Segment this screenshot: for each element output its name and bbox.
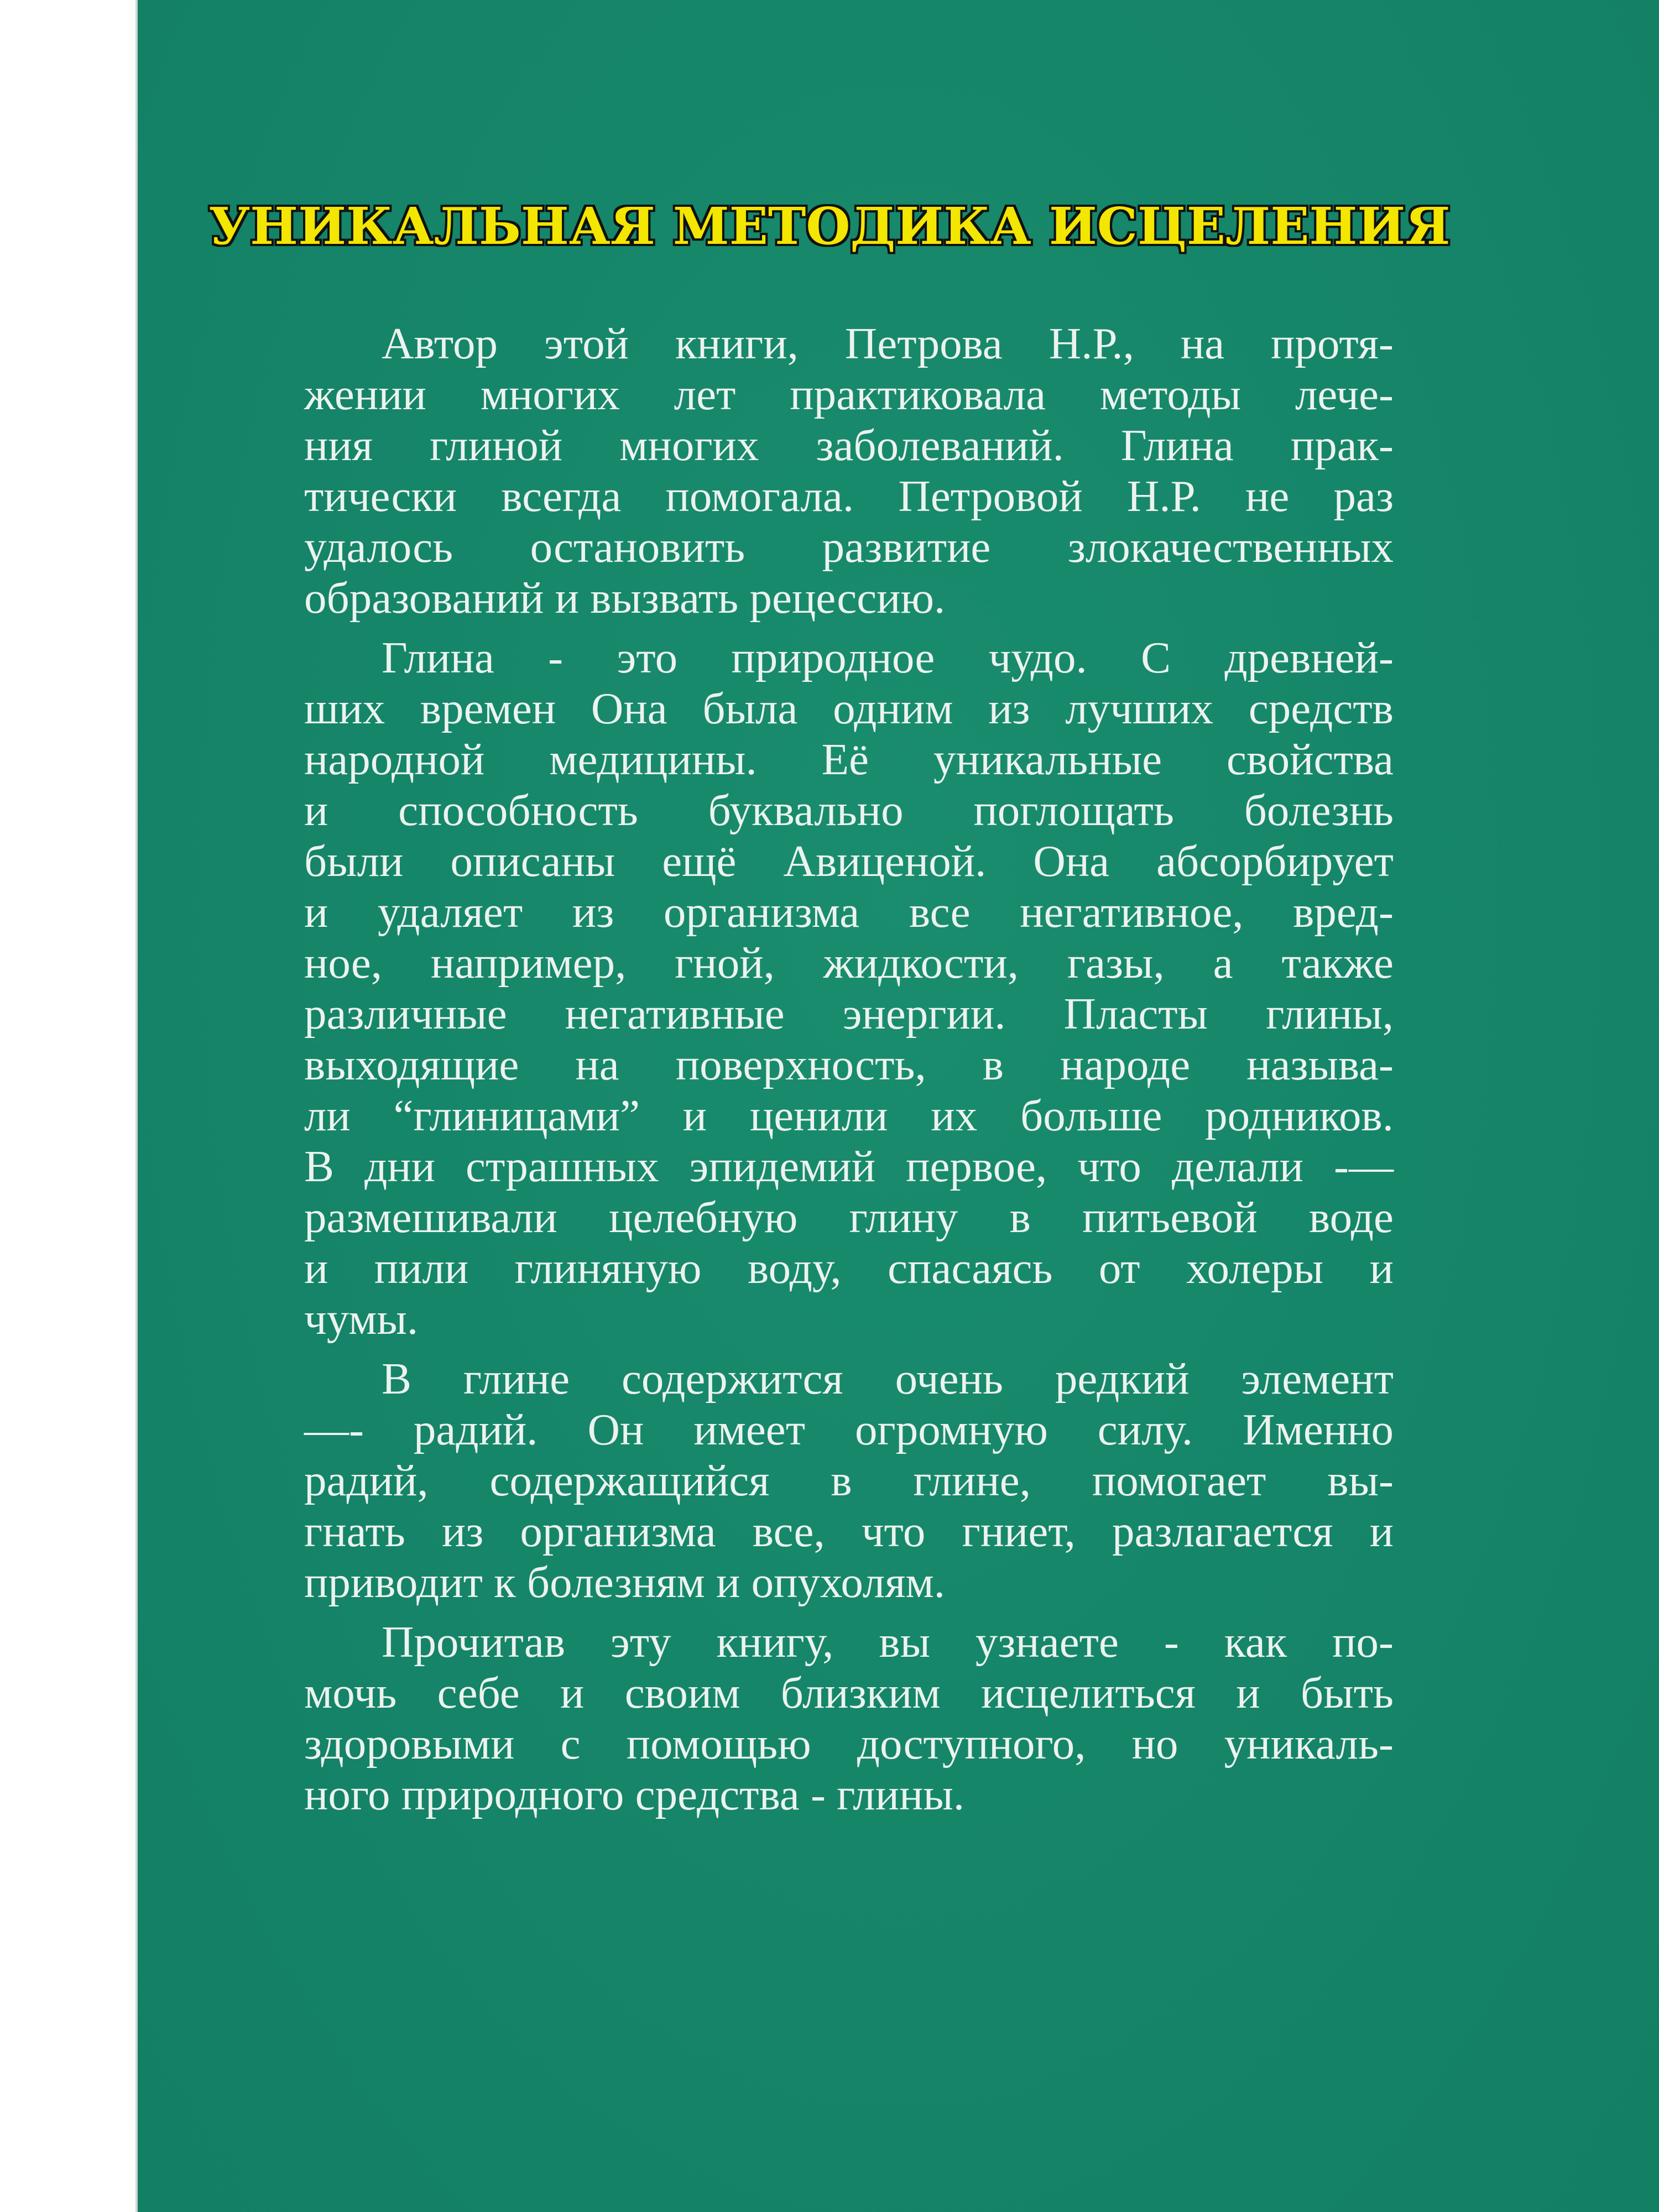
paragraph-author [304, 318, 1394, 623]
text-line: размешивали целебную глину в питьевой воде [304, 1192, 1394, 1242]
text-line: приводит к болезням и опухолям. [304, 1557, 945, 1607]
text-line: жении многих лет практиковала методы лече- [304, 369, 1394, 419]
text-line: были описаны ещё Авиценой. Она абсорбирует [304, 836, 1394, 886]
text-line: чумы. [304, 1294, 419, 1344]
cover-title: УНИКАЛЬНАЯ МЕТОДИКА ИСЦЕЛЕНИЯ [208, 196, 1451, 256]
text-line: Глина - это природное чудо. С древней- [382, 633, 1394, 682]
text-line: ного природного средства - глины. [304, 1770, 965, 1819]
text-line: различные негативные энергии. Пласты глины, [304, 989, 1394, 1039]
text-line: ное, например, гной, жидкости, газы, а также [304, 938, 1394, 988]
text-line: образований и вызвать рецессию. [304, 573, 946, 623]
text-line: В дни страшных эпидемий первое, что делали -— [304, 1141, 1394, 1191]
text-line: гнать из организма все, что гниет, разлагается и [304, 1506, 1394, 1556]
text-line: мочь себе и своим близким исцелиться и быть [304, 1668, 1394, 1718]
text-line: выходящие на поверхность, в народе называ- [304, 1040, 1394, 1089]
text-line: Прочитав эту книгу, вы узнаете - как по- [382, 1617, 1394, 1667]
text-line: Автор этой книги, Петрова Н.Р., на протя- [382, 319, 1394, 368]
text-line: тически всегда помогала. Петровой Н.Р. не раз [304, 471, 1394, 521]
text-line: В глине содержится очень редкий элемент [382, 1354, 1394, 1404]
text-line: здоровыми с помощью доступного, но уникаль- [304, 1719, 1394, 1768]
cover-body-text [304, 318, 1394, 1820]
text-line: удалось остановить развитие злокачественных [304, 522, 1394, 572]
text-line: ли “глиницами” и ценили их больше родников. [304, 1091, 1394, 1140]
text-line: ших времен Она была одним из лучших средств [304, 684, 1394, 733]
text-line: —- радий. Он имеет огромную силу. Именно [304, 1405, 1394, 1454]
text-line: и удаляет из организма все негативное, вред- [304, 887, 1394, 937]
text-line: ния глиной многих заболеваний. Глина прак- [304, 420, 1394, 470]
paragraph-radium [304, 1353, 1394, 1608]
paragraph-clay-miracle [304, 632, 1394, 1344]
text-line: народной медицины. Её уникальные свойства [304, 734, 1394, 784]
text-line: радий, содержащийся в глине, помогает вы- [304, 1455, 1394, 1505]
text-line: и способность буквально поглощать болезнь [304, 785, 1394, 835]
paragraph-conclusion [304, 1616, 1394, 1820]
text-line: и пили глиняную воду, спасаясь от холеры и [304, 1243, 1394, 1293]
